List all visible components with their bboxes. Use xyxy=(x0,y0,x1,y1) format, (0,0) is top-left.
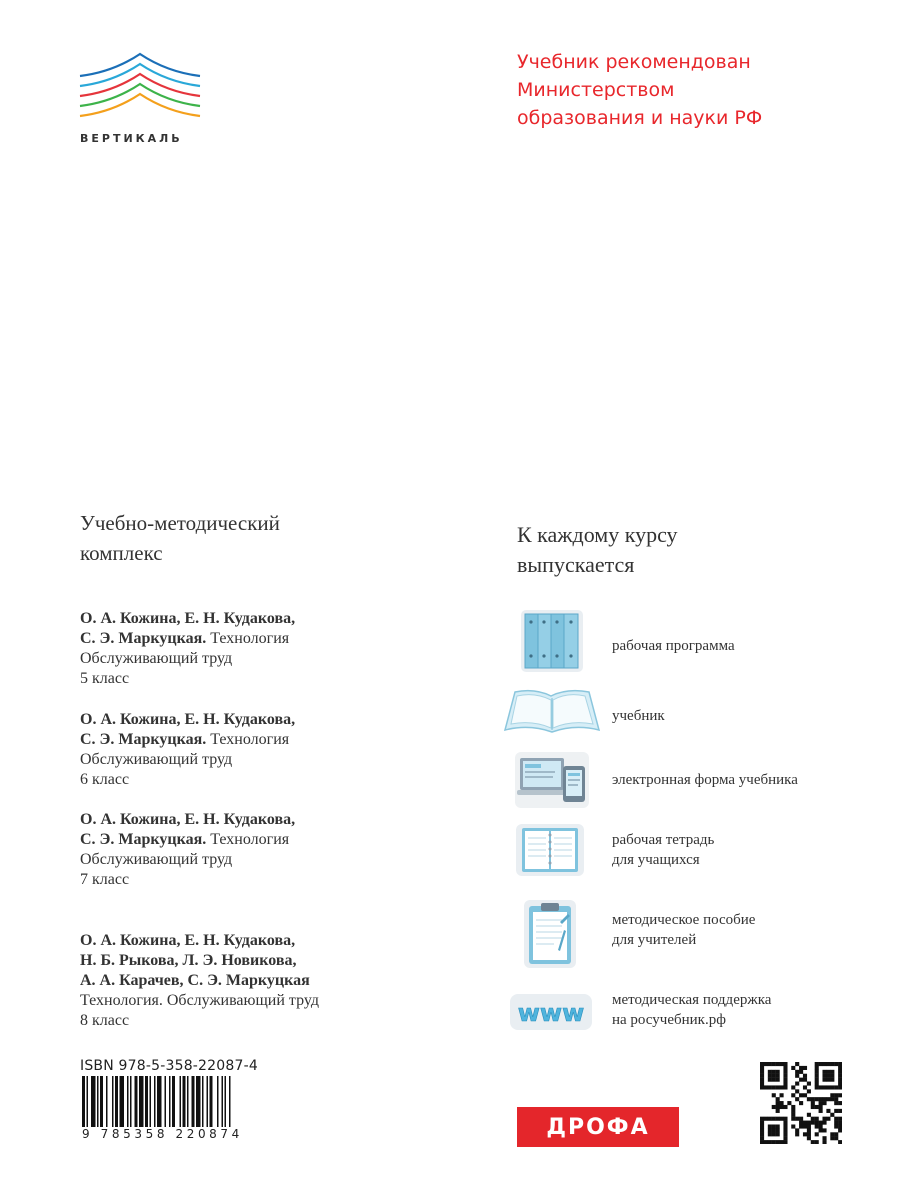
course-heading xyxy=(517,520,678,580)
book-grade: 8 класс xyxy=(80,1012,130,1029)
clipboard-icon xyxy=(524,900,576,973)
binders-icon xyxy=(521,610,583,677)
resource-label-line: рабочая тетрадь xyxy=(612,832,715,848)
umk-heading xyxy=(80,508,280,568)
publisher-logo xyxy=(517,1107,679,1147)
resource-label-line: на росучебник.рф xyxy=(612,1012,726,1028)
www-icon-text: www xyxy=(517,999,585,1027)
recommendation-line: образования и науки РФ xyxy=(517,107,763,129)
resource-label xyxy=(612,910,755,950)
course-heading-line: выпускается xyxy=(517,552,635,577)
qr-code-icon xyxy=(760,1062,842,1149)
umk-heading-line: комплекс xyxy=(80,541,163,565)
resource-label-line: методическая поддержка xyxy=(612,992,772,1008)
book-authors: С. Э. Маркуцкая. xyxy=(80,630,207,647)
rainbow-roof-logo-icon xyxy=(78,50,203,130)
book-entry xyxy=(80,609,295,689)
book-grade: 7 класс xyxy=(80,871,130,888)
book-title: Обслуживающий труд xyxy=(80,751,233,768)
resource-label xyxy=(612,830,714,870)
resource-label-line: электронная форма учебника xyxy=(612,772,798,788)
resource-label xyxy=(612,636,735,656)
resource-label-line: для учителей xyxy=(612,932,697,948)
recommendation-line: Учебник рекомендован xyxy=(517,51,751,73)
publisher-name: ДРОФА xyxy=(546,1114,650,1140)
isbn-number: ISBN 978-5-358-22087-4 xyxy=(80,1058,258,1074)
book-subject: Технология xyxy=(210,630,290,647)
book-authors: О. А. Кожина, Е. Н. Кудакова, xyxy=(80,711,296,728)
book-authors: О. А. Кожина, Е. Н. Кудакова, xyxy=(80,610,296,627)
recommendation-line: Министерством xyxy=(517,79,675,101)
book-title: Обслуживающий труд xyxy=(80,851,233,868)
book-grade: 6 класс xyxy=(80,771,130,788)
book-subject: Технология xyxy=(210,831,290,848)
notebook-icon xyxy=(516,824,584,881)
resource-label xyxy=(612,990,771,1030)
www-icon xyxy=(510,994,592,1035)
barcode-digits: 9 785358 220874 xyxy=(80,1127,282,1141)
resource-label-line: рабочая программа xyxy=(612,638,735,654)
book-authors: Н. Б. Рыкова, Л. Э. Новикова, xyxy=(80,952,297,969)
devices-icon xyxy=(515,752,589,813)
book-authors: А. А. Карачев, С. Э. Маркуцкая xyxy=(80,972,310,989)
resource-label xyxy=(612,706,665,726)
logo-name: ВЕРТИКАЛЬ xyxy=(80,132,183,145)
vertical-logo xyxy=(78,50,208,145)
open-book-icon xyxy=(501,686,603,741)
resource-label xyxy=(612,770,798,790)
resource-label-line: методическое пособие xyxy=(612,912,756,928)
book-entry xyxy=(80,710,295,790)
umk-heading-line: Учебно-методический xyxy=(80,511,280,535)
resource-label-line: учебник xyxy=(612,708,665,724)
book-entry xyxy=(80,931,319,1031)
book-title: Обслуживающий труд xyxy=(80,650,233,667)
resource-label-line: для учащихся xyxy=(612,852,700,868)
book-subject: Технология xyxy=(210,731,290,748)
book-entry xyxy=(80,810,295,890)
course-heading-line: К каждому курсу xyxy=(517,522,678,547)
book-authors: О. А. Кожина, Е. Н. Кудакова, xyxy=(80,811,296,828)
book-authors: С. Э. Маркуцкая. xyxy=(80,831,207,848)
book-authors: С. Э. Маркуцкая. xyxy=(80,731,207,748)
book-grade: 5 класс xyxy=(80,670,130,687)
ministry-recommendation xyxy=(517,48,877,132)
book-subject: Технология. Обслуживающий труд xyxy=(80,992,320,1009)
book-authors: О. А. Кожина, Е. Н. Кудакова, xyxy=(80,932,296,949)
